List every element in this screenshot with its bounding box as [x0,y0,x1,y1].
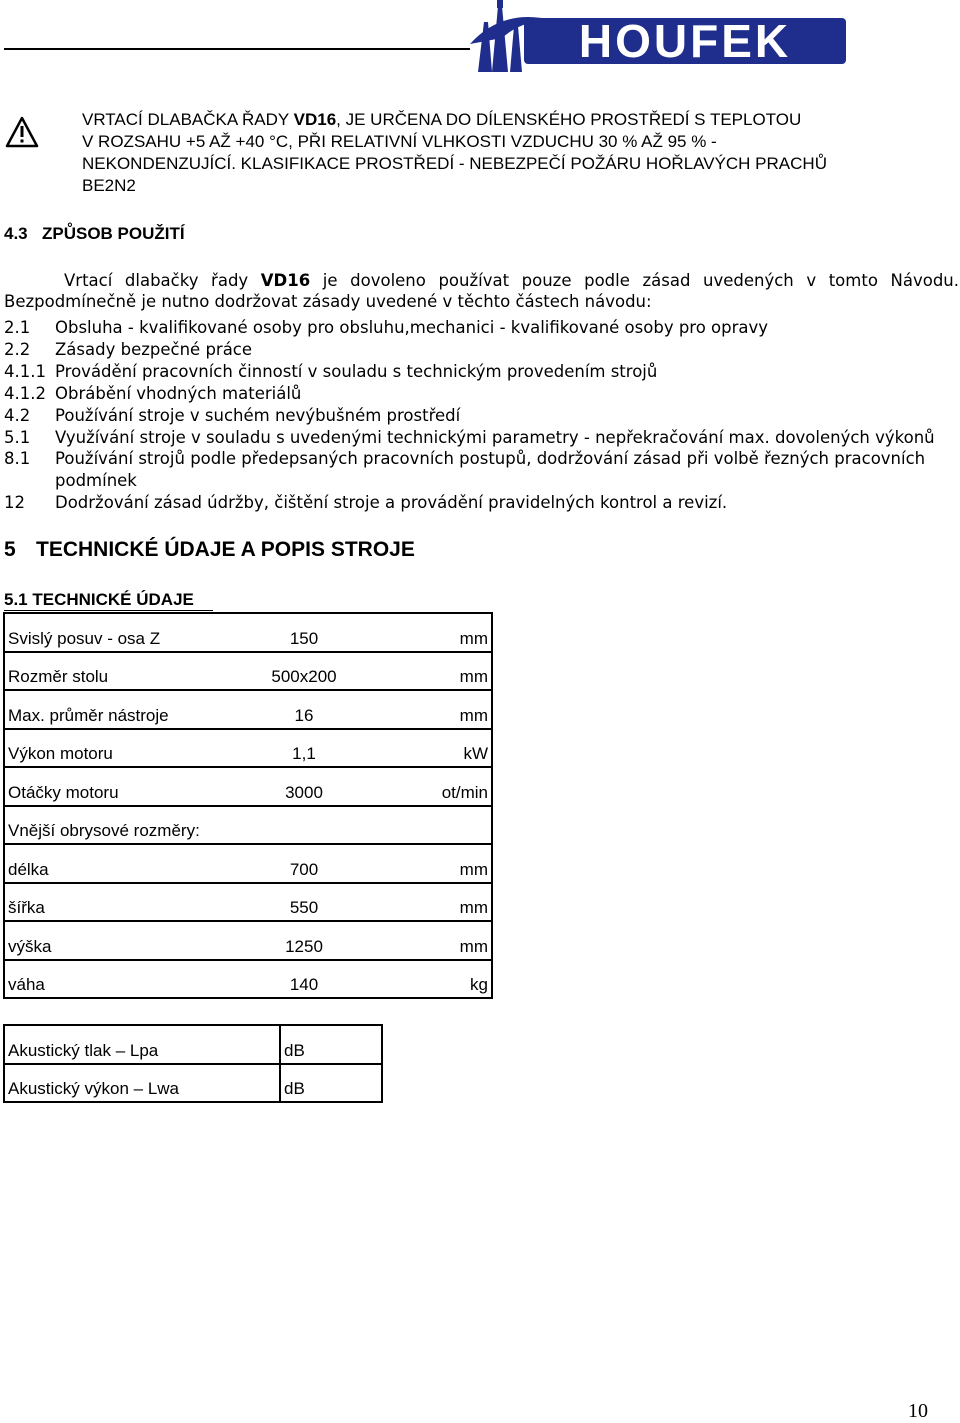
section-heading-underline [4,610,213,611]
spec-value: 16 [251,690,357,729]
spec-row [4,729,492,768]
acoustic-label: Akustický výkon – Lwa [4,1064,280,1103]
spec-label: výška [4,921,251,960]
spec-value: 3000 [251,767,357,806]
rule-item [4,383,959,405]
spec-unit: mm [357,883,492,922]
spec-unit: kW [357,729,492,768]
spec-label: Otáčky motoru [4,767,251,806]
spec-group-header-row [4,806,492,845]
rule-number: 2.2 [4,339,31,359]
spec-label: délka [4,844,251,883]
spec-label: šířka [4,883,251,922]
spec-row [4,767,492,806]
rule-text: Používání stroje v suchém nevýbušném prostředí [55,405,461,425]
houfek-logo [462,0,854,74]
warning-triangle-icon [5,116,39,148]
spec-unit: mm [357,690,492,729]
rule-number: 4.1.2 [4,383,46,403]
spec-unit: ot/min [357,767,492,806]
rule-text: Zásady bezpečné práce [55,339,253,359]
spec-unit: mm [357,844,492,883]
rule-item [4,448,959,492]
page-number: 10 [908,1400,928,1422]
rule-number: 4.2 [4,405,31,425]
rule-number: 4.1.1 [4,361,46,381]
acoustic-row [4,1064,382,1103]
spec-unit: mm [357,613,492,652]
spec-row [4,613,492,652]
warning-line-3: NEKONDENZUJÍCÍ. KLASIFIKACE PROSTŘEDÍ - NEBEZPEČÍ POŽÁRU HOŘLAVÝCH PRACHŮ [82,154,827,173]
usage-intro [4,270,959,312]
rule-text: Provádění pracovních činností v souladu s technickým provedením strojů [55,361,658,381]
rule-text: Obrábění vhodných materiálů [55,383,302,403]
spec-row [4,921,492,960]
acoustic-label: Akustický tlak – Lpa [4,1025,280,1064]
rules-list [4,317,959,514]
spec-label: Výkon motoru [4,729,251,768]
acoustic-table [3,1024,383,1103]
rule-item [4,427,959,449]
warning-notice [82,109,942,197]
intro-line-1: Vrtací dlabačky řady VD16 je dovoleno používat pouze podle zásad uvedených v tomto Návodu. [64,271,959,290]
spec-value: 140 [251,960,357,999]
section-heading-5-1: 5.1 TECHNICKÉ ÚDAJE [4,590,194,609]
spec-value: 500x200 [251,652,357,691]
header-rule [4,48,470,50]
rule-item [4,361,959,383]
spec-row [4,690,492,729]
acoustic-unit: dB [280,1064,382,1103]
spec-value: 150 [251,613,357,652]
rule-text: Dodržování zásad údržby, čištění stroje a provádění pravidelných kontrol a revizí. [55,493,728,513]
spec-row [4,844,492,883]
warning-line-1: VRTACÍ DLABAČKA ŘADY VD16, JE URČENA DO DÍLENSKÉHO PROSTŘEDÍ S TEPLOTOU [82,110,802,129]
warning-line-4: BE2N2 [82,176,136,195]
intro-line-2: Bezpodmínečně je nutno dodržovat zásady uvedené v těchto částech návodu: [4,292,652,311]
spec-unit: kg [357,960,492,999]
spec-row [4,883,492,922]
spec-value: 550 [251,883,357,922]
spec-label: Rozměr stolu [4,652,251,691]
spec-unit: mm [357,921,492,960]
rule-item [4,317,959,339]
spec-label: Svislý posuv - osa Z [4,613,251,652]
technical-data-table [3,612,493,999]
logo-text: HOUFEK [578,15,792,67]
spec-row [4,652,492,691]
acoustic-row [4,1025,382,1064]
rule-item [4,405,959,427]
rule-item [4,339,959,361]
rule-text: Používání strojů podle předepsaných pracovních postupů, dodržování zásad při volbě řezných pracovních podmínek [55,449,926,491]
spec-label: Max. průměr nástroje [4,690,251,729]
spec-value: 1,1 [251,729,357,768]
rule-number: 12 [4,493,25,513]
acoustic-unit: dB [280,1025,382,1064]
rule-number: 8.1 [4,449,31,469]
rule-text: Využívání stroje v souladu s uvedenými technickými parametry - nepřekračování max. dovolených výkonů [55,427,935,447]
spec-value: 700 [251,844,357,883]
section-heading-4-3: 4.3 ZPŮSOB POUŽITÍ [4,224,185,243]
rule-number: 2.1 [4,318,31,337]
spec-value: 1250 [251,921,357,960]
rule-text: Obsluha - kvalifikované osoby pro obsluhu,mechanici - kvalifikované osoby pro opravy [55,318,769,337]
dims-header: Vnější obrysové rozměry: [4,806,492,845]
warning-line-2: V ROZSAHU +5 AŽ +40 °C, PŘI RELATIVNÍ VLHKOSTI VZDUCHU 30 % AŽ 95 % - [82,132,717,151]
section-heading-5: 5 TECHNICKÉ ÚDAJE A POPIS STROJE [4,538,415,561]
spec-unit: mm [357,652,492,691]
spec-label: váha [4,960,251,999]
spec-row [4,960,492,999]
rule-item [4,492,959,514]
rule-number: 5.1 [4,427,31,447]
